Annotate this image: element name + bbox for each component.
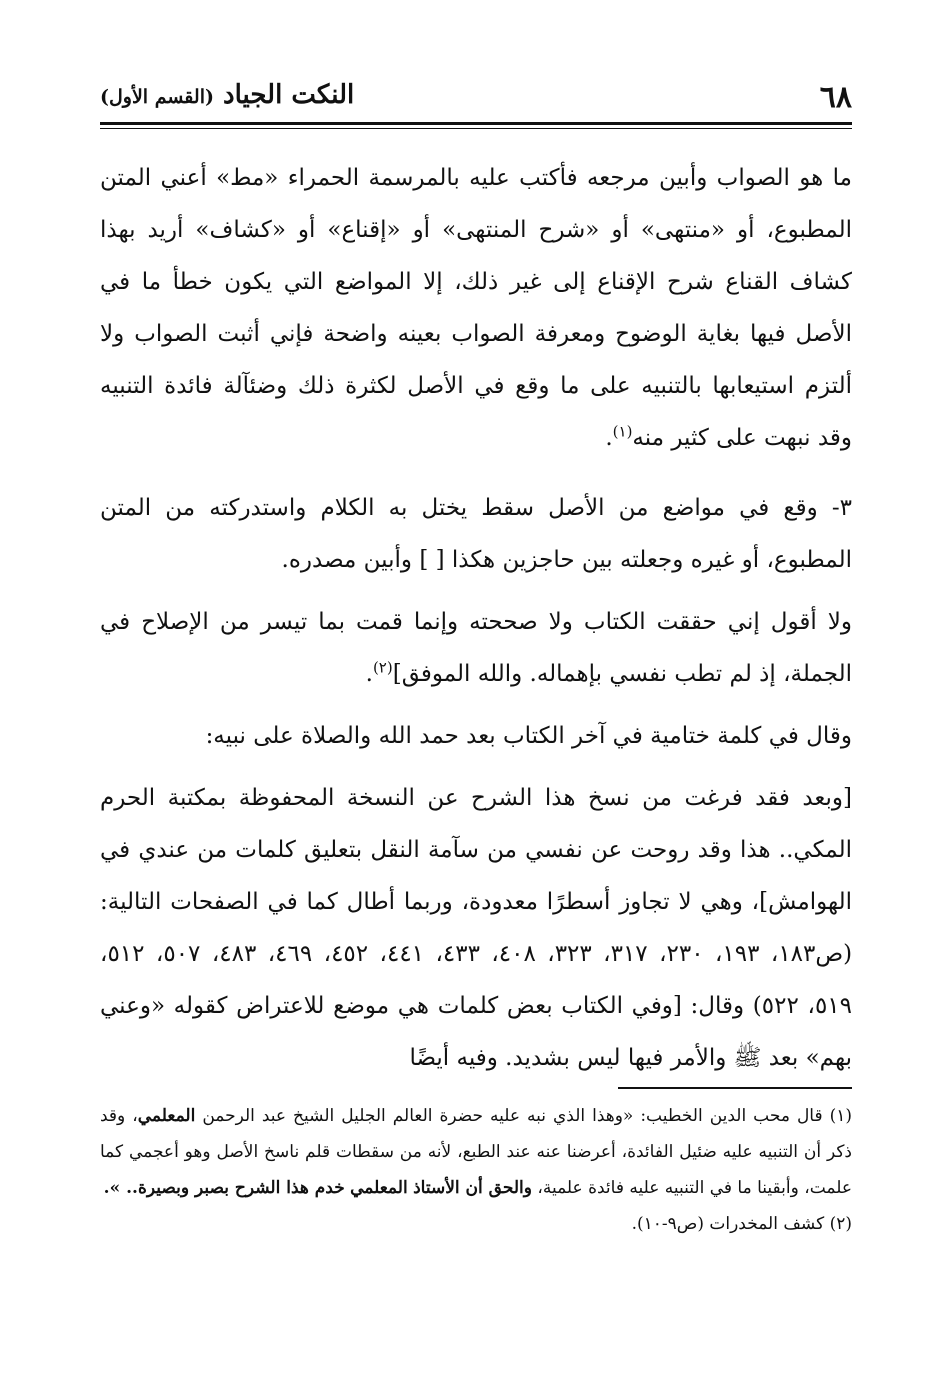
running-title	[100, 80, 354, 110]
paragraph-3	[100, 596, 852, 700]
paragraph-2: ٣- وقع في مواضع من الأصل سقط يختل به الكلام واستدركته من المتن المطبوع، أو غيره وجعلته بين حاجزين هكذا [ ] وأبين مصدره.	[100, 495, 852, 573]
footnote-1	[100, 1098, 852, 1206]
page-number: ٦٨	[819, 80, 852, 115]
page-header	[100, 76, 852, 120]
header-rule-thin	[100, 128, 852, 129]
paragraph-3-end: .	[365, 661, 373, 687]
footnote-1-text-b: ، وقد ذكر أن التنبيه عليه ضئيل الفائدة، أعرضنا عنه عند الطبع، لأنه من سقطات قلم ناسخ الأصل وهو أعجمي كما علمت، وأبقينا ما في التنبيه عليه فائدة علمية،	[100, 1106, 852, 1198]
footnote-separator	[618, 1087, 852, 1089]
footnote-1-name: المعلمي	[137, 1106, 196, 1126]
footnote-1-text-d: خدم هذا الشرح بصبر وبصيرة.. ».	[103, 1178, 345, 1198]
book-title: النكت الجياد	[223, 80, 355, 110]
header-rule	[100, 122, 852, 125]
paragraph-1-end: .	[605, 425, 613, 451]
book-section: (القسم الأول)	[100, 86, 214, 108]
footnote-ref-2[interactable]: (٢)	[372, 658, 393, 677]
footnote-1-name-2: المعلمي	[350, 1178, 408, 1198]
paragraph-5: [وبعد فقد فرغت من نسخ هذا الشرح عن النسخة المحفوظة بمكتبة الحرم المكي.. هذا وقد روحت عن نفسي من سآمة النقل بتعليق كلمات من عندي في الهوامش]، وهي لا تجاوز أسطرًا معدودة، وربما أطال كما في الصفحات التالية: (ص١٨٣، ١٩٣، ٢٣٠، ٣١٧، ٣٢٣، ٤٠٨، ٤٣٣، ٤٤١، ٤٥٢، ٤٦٩، ٤٨٣، ٥٠٧، ٥١٢، ٥١٩، ٥٢٢) وقال: [وفي الكتاب بعض كلمات هي موضع للاعتراض كقوله «وعني بهم» بعد ﷺ والأمر فيها ليس بشديد. وفيه أيضًا	[100, 785, 853, 1071]
paragraph-1-text: ما هو الصواب وأبين مرجعه فأكتب عليه بالمرسمة الحمراء «مط» أعني المتن المطبوع، أو «منتهى» أو «شرح المنتهى» أو «إقناع» أو «كشاف» أريد بهذا كشاف القناع شرح الإقناع إلى غير ذلك، إلا المواضع التي يكون خطأ ما في الأصل فيها بغاية الوضوح ومعرفة الصواب بعينه واضحة فإني أثبت الصواب ولا ألتزم استيعابها بالتنبيه على ما وقع في الأصل لكثرة ذلك وضئآلة فائدة التنبيه وقد نبهت على كثير منه	[100, 165, 852, 451]
paragraph-1	[100, 152, 852, 464]
footnote-1-text-a: (١) قال محب الدين الخطيب: «وهذا الذي نبه عليه حضرة العالم الجليل الشيخ عبد الرحمن	[202, 1106, 853, 1126]
footnote-2: (٢) كشف المخدرات (ص٩-١٠).	[631, 1214, 852, 1234]
footnote-ref-1[interactable]: (١)	[612, 422, 633, 441]
footnotes	[100, 1098, 852, 1242]
paragraph-3-text: ولا أقول إني حققت الكتاب ولا صححته وإنما قمت بما تيسر من الإصلاح في الجملة، إذ لم تطب نفسي بإهماله. والله الموفق]	[100, 609, 852, 687]
paragraph-4: وقال في كلمة ختامية في آخر الكتاب بعد حمد الله والصلاة على نبيه:	[205, 723, 852, 749]
main-text	[100, 152, 852, 1102]
footnote-1-text-c: والحق أن الأستاذ	[413, 1178, 532, 1198]
